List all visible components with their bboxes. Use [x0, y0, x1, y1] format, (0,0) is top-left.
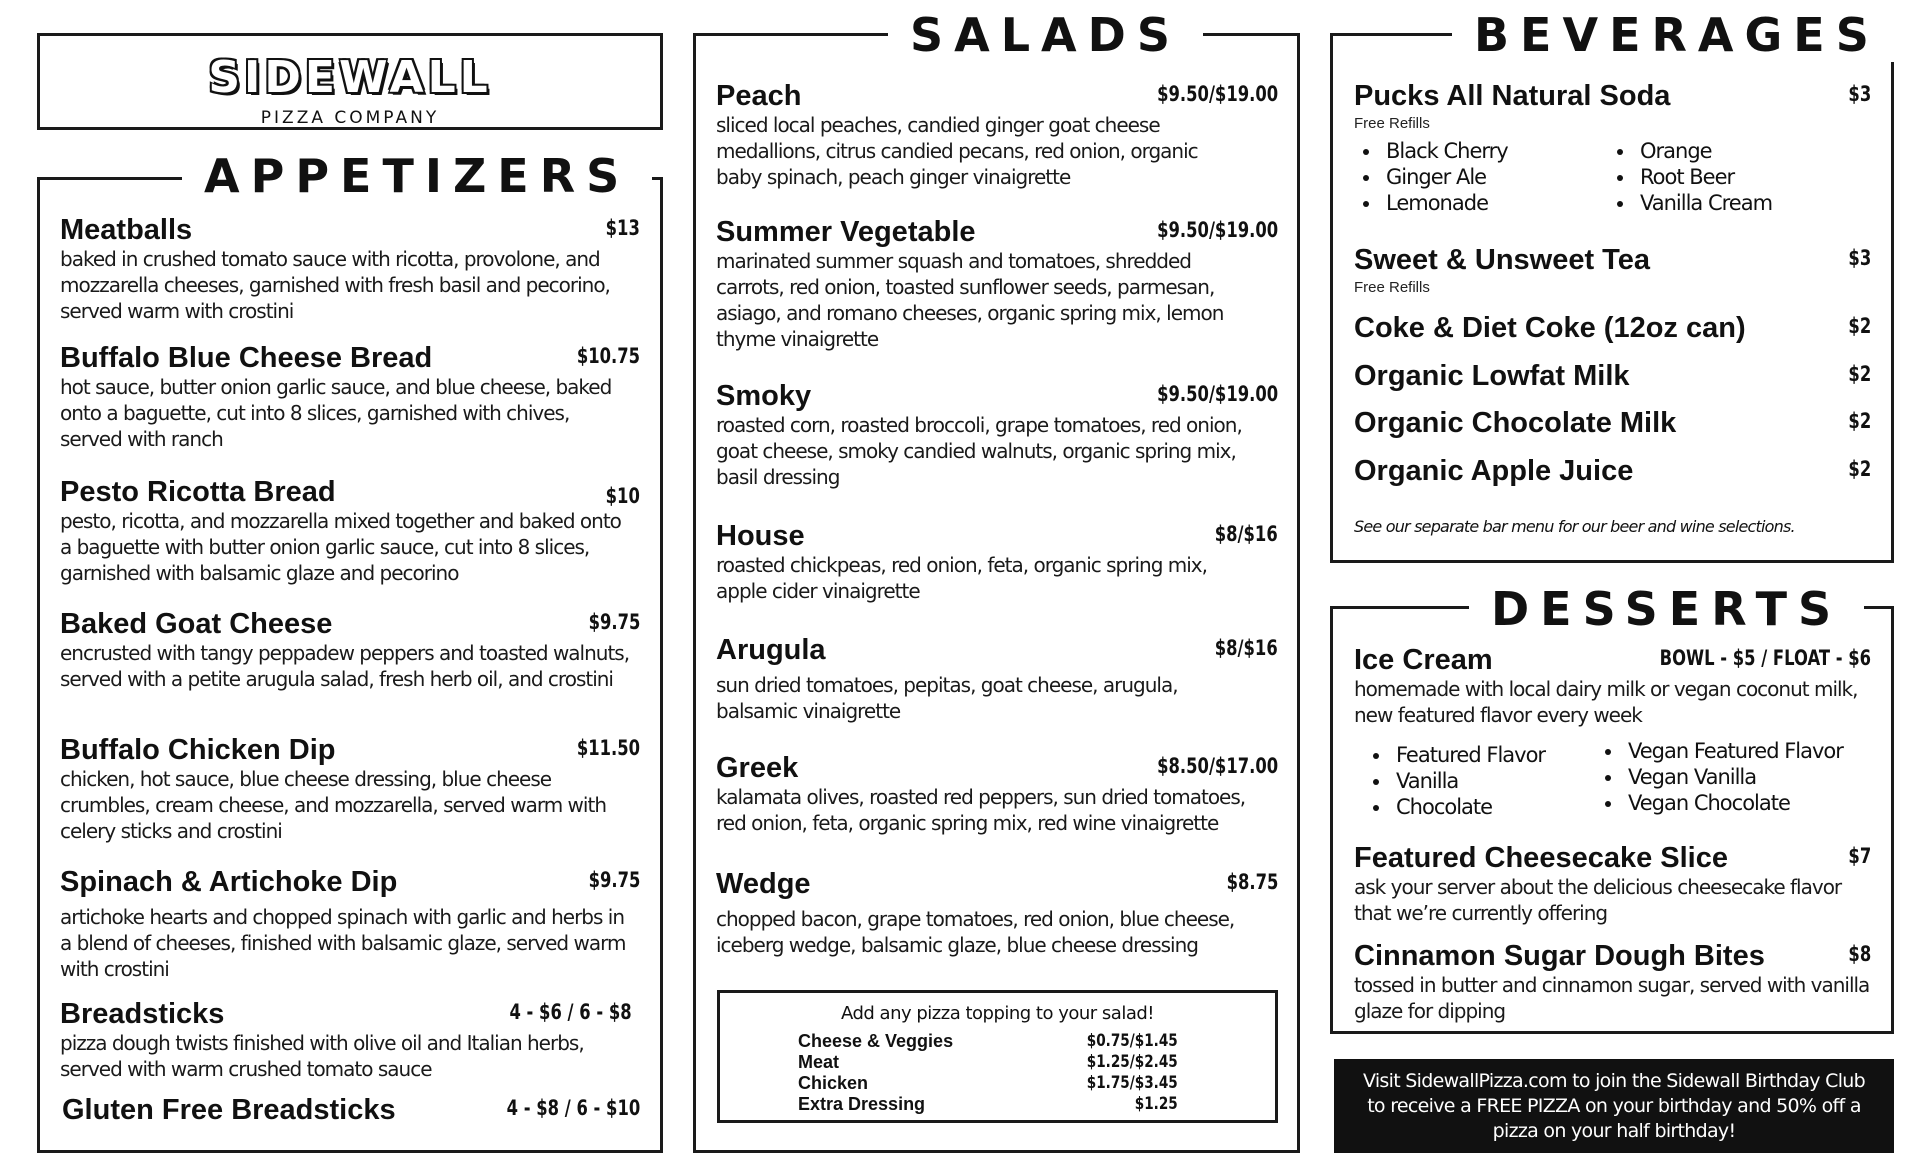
topping-name: Meat	[798, 1052, 840, 1072]
item-description: sliced local peaches, candied ginger goat cheese medallions, citrus candied pecans, red onion, organic baby spinach, peach ginger vinaigrette	[716, 113, 1198, 189]
menu-item	[60, 608, 640, 692]
dessert-item	[1354, 644, 1871, 820]
item-description: chopped bacon, grape tomatoes, red onion, blue cheese, iceberg wedge, balsamic glaze, blue cheese dressing	[716, 907, 1235, 957]
flavor-item: • Ginger Ale	[1382, 164, 1582, 190]
item-name: Sweet & Unsweet Tea	[1354, 244, 1651, 276]
topping-row	[798, 1094, 1178, 1115]
menu-item	[60, 866, 640, 982]
item-name: Pucks All Natural Soda	[1354, 80, 1671, 112]
item-price: $9.50/$19.00	[1156, 218, 1278, 242]
menu-item	[60, 476, 640, 586]
topping-price: $0.75/$1.45	[1086, 1031, 1178, 1051]
flavor-item: • Featured Flavor	[1392, 742, 1582, 768]
topping-title: Add any pizza topping to your salad!	[840, 1003, 1154, 1024]
menu-item	[716, 216, 1278, 352]
beverage-item	[1354, 455, 1871, 487]
desserts-title: DESSERTS	[1469, 582, 1864, 636]
item-name: Greek	[716, 752, 799, 784]
menu-item	[716, 868, 1278, 958]
item-name: Buffalo Chicken Dip	[60, 734, 336, 766]
menu-item	[716, 80, 1278, 190]
item-price: $2	[1848, 457, 1871, 481]
topping-box	[717, 990, 1278, 1123]
topping-name: Cheese & Veggies	[798, 1031, 954, 1051]
beverages-footnote: See our separate bar menu for our beer and wine selections.	[1354, 517, 1795, 536]
item-price: $8.75	[1226, 870, 1278, 894]
flavor-list	[1354, 138, 1582, 216]
item-price: $8/$16	[1215, 522, 1278, 546]
item-price: $3	[1848, 246, 1871, 270]
item-name: Gluten Free Breadsticks	[62, 1094, 396, 1126]
topping-row	[798, 1031, 1178, 1052]
item-note: Free Refills	[1354, 279, 1430, 296]
flavor-item: • Vegan Vanilla	[1624, 764, 1843, 790]
flavor-list	[1608, 138, 1772, 216]
item-description: encrusted with tangy peppadew peppers and toasted walnuts, served with a petite arugula salad, fresh herb oil, and crostini	[60, 641, 630, 691]
item-description: marinated summer squash and tomatoes, shredded carrots, red onion, toasted sunflower seeds, parmesan, asiago, and romano cheeses, organic spring mix, lemon thyme vinaigrette	[716, 249, 1224, 351]
flavor-item: • Vanilla Cream	[1636, 190, 1772, 216]
flavor-item: • Vanilla	[1392, 768, 1582, 794]
topping-name: Extra Dressing	[798, 1094, 926, 1114]
item-price: $2	[1848, 362, 1871, 386]
item-description: kalamata olives, roasted red peppers, sun dried tomatoes, red onion, feta, organic spring mix, red wine vinaigrette	[716, 785, 1246, 835]
item-name: Cinnamon Sugar Dough Bites	[1354, 940, 1765, 972]
beverage-item	[1354, 80, 1871, 216]
item-description: homemade with local dairy milk or vegan coconut milk, new featured flavor every week	[1354, 677, 1858, 727]
item-price: $2	[1848, 314, 1871, 338]
logo-name: SIDEWALL	[208, 52, 492, 103]
flavor-list	[1364, 742, 1582, 820]
menu-item	[62, 1094, 640, 1126]
topping-list	[798, 1031, 1178, 1115]
salads-title: SALADS	[888, 8, 1203, 62]
item-description: pesto, ricotta, and mozzarella mixed together and baked onto a baguette with butter onion garlic sauce, cut into 8 slices, garnished with balsamic glaze and pecorino	[60, 509, 621, 585]
item-price: $9.50/$19.00	[1156, 82, 1278, 106]
menu-item	[716, 520, 1278, 604]
item-price: $10.75	[576, 344, 640, 368]
item-price: $11.50	[576, 736, 640, 760]
menu-item	[60, 342, 640, 452]
flavor-columns	[1354, 138, 1871, 216]
appetizers-title: APPETIZERS	[182, 149, 652, 203]
dessert-item	[1354, 940, 1871, 1024]
item-description: ask your server about the delicious cheesecake flavor that we’re currently offering	[1354, 875, 1842, 925]
item-price: $8	[1848, 942, 1871, 966]
flavor-list	[1596, 738, 1843, 820]
item-price: $9.75	[588, 868, 640, 892]
beverages-title: BEVERAGES	[1452, 8, 1902, 62]
menu-item	[716, 380, 1278, 490]
item-price: $10	[605, 484, 640, 508]
item-description: chicken, hot sauce, blue cheese dressing, blue cheese crumbles, cream cheese, and mozzarella, served warm with celery sticks and crostini	[60, 767, 606, 843]
item-name: Arugula	[716, 634, 826, 666]
item-description: tossed in butter and cinnamon sugar, served with vanilla glaze for dipping	[1354, 973, 1870, 1023]
topping-name: Chicken	[798, 1073, 869, 1093]
item-description: roasted chickpeas, red onion, feta, organic spring mix, apple cider vinaigrette	[716, 553, 1207, 603]
item-price: $9.50/$19.00	[1156, 382, 1278, 406]
item-name: Organic Apple Juice	[1354, 455, 1634, 487]
item-price: $7	[1848, 844, 1871, 868]
item-price: 4 - $6 / 6 - $8	[509, 1000, 632, 1024]
beverage-item	[1354, 312, 1871, 344]
menu-item	[60, 734, 640, 844]
topping-row	[798, 1073, 1178, 1094]
item-name: Ice Cream	[1354, 644, 1493, 676]
item-name: Wedge	[716, 868, 811, 900]
item-description: baked in crushed tomato sauce with ricotta, provolone, and mozzarella cheeses, garnished with fresh basil and pecorino, served warm with crostini	[60, 247, 610, 323]
flavor-item: • Black Cherry	[1382, 138, 1582, 164]
beverage-item	[1354, 360, 1871, 392]
item-price: $13	[605, 216, 640, 240]
birthday-club-banner	[1334, 1059, 1894, 1153]
logo-subtitle: PIZZA COMPANY	[260, 108, 440, 128]
flavor-item: • Vegan Chocolate	[1624, 790, 1843, 816]
item-name: Buffalo Blue Cheese Bread	[60, 342, 433, 374]
item-description: roasted corn, roasted broccoli, grape tomatoes, red onion, goat cheese, smoky candied walnuts, organic spring mix, basil dressing	[716, 413, 1242, 489]
item-name: Baked Goat Cheese	[60, 608, 333, 640]
item-name: Pesto Ricotta Bread	[60, 476, 336, 508]
item-name: Organic Lowfat Milk	[1354, 360, 1630, 392]
promo-text: Visit SidewallPizza.com to join the Sidewall Birthday Club to receive a FREE PIZZA on your birthday and 50% off a pizza on your half birthday!	[1362, 1070, 1866, 1142]
menu-item	[60, 998, 640, 1082]
menu-item	[60, 214, 640, 324]
item-price: $2	[1848, 409, 1871, 433]
topping-row	[798, 1052, 1178, 1073]
item-name: Smoky	[716, 380, 812, 412]
item-price: BOWL - $5 / FLOAT - $6	[1659, 646, 1871, 670]
item-description: sun dried tomatoes, pepitas, goat cheese, arugula, balsamic vinaigrette	[716, 673, 1178, 723]
item-name: Meatballs	[60, 214, 193, 246]
flavor-item: • Chocolate	[1392, 794, 1582, 820]
item-description: hot sauce, butter onion garlic sauce, and blue cheese, baked onto a baguette, cut into 8 slices, garnished with chives, served with ranch	[60, 375, 612, 451]
item-name: Summer Vegetable	[716, 216, 976, 248]
item-price: $8/$16	[1215, 636, 1278, 660]
topping-price: $1.75/$3.45	[1086, 1073, 1178, 1093]
item-description: artichoke hearts and chopped spinach with garlic and herbs in a blend of cheeses, finished with balsamic glaze, served warm with crostini	[60, 905, 626, 981]
item-name: Breadsticks	[60, 998, 225, 1030]
beverage-item	[1354, 244, 1871, 296]
item-price: $8.50/$17.00	[1156, 754, 1278, 778]
dessert-item	[1354, 842, 1871, 926]
beverage-item	[1354, 407, 1871, 439]
item-note: Free Refills	[1354, 115, 1430, 132]
item-name: Featured Cheesecake Slice	[1354, 842, 1728, 874]
flavor-item: • Root Beer	[1636, 164, 1772, 190]
item-price: $3	[1848, 82, 1871, 106]
item-description: pizza dough twists finished with olive oil and Italian herbs, served with warm crushed tomato sauce	[60, 1031, 584, 1081]
flavor-item: • Lemonade	[1382, 190, 1582, 216]
item-name: House	[716, 520, 805, 552]
topping-price: $1.25/$2.45	[1086, 1052, 1178, 1072]
topping-price: $1.25	[1134, 1094, 1178, 1114]
flavor-item: • Vegan Featured Flavor	[1624, 738, 1843, 764]
menu-item	[716, 752, 1278, 836]
item-name: Organic Chocolate Milk	[1354, 407, 1677, 439]
item-name: Coke & Diet Coke (12oz can)	[1354, 312, 1746, 344]
item-price: $9.75	[588, 610, 640, 634]
item-name: Spinach & Artichoke Dip	[60, 866, 398, 898]
flavor-item: • Orange	[1636, 138, 1772, 164]
menu-item	[716, 634, 1278, 724]
logo-box	[37, 33, 663, 130]
flavor-columns	[1354, 739, 1871, 820]
item-price: 4 - $8 / 6 - $10	[506, 1096, 640, 1120]
item-name: Peach	[716, 80, 802, 112]
